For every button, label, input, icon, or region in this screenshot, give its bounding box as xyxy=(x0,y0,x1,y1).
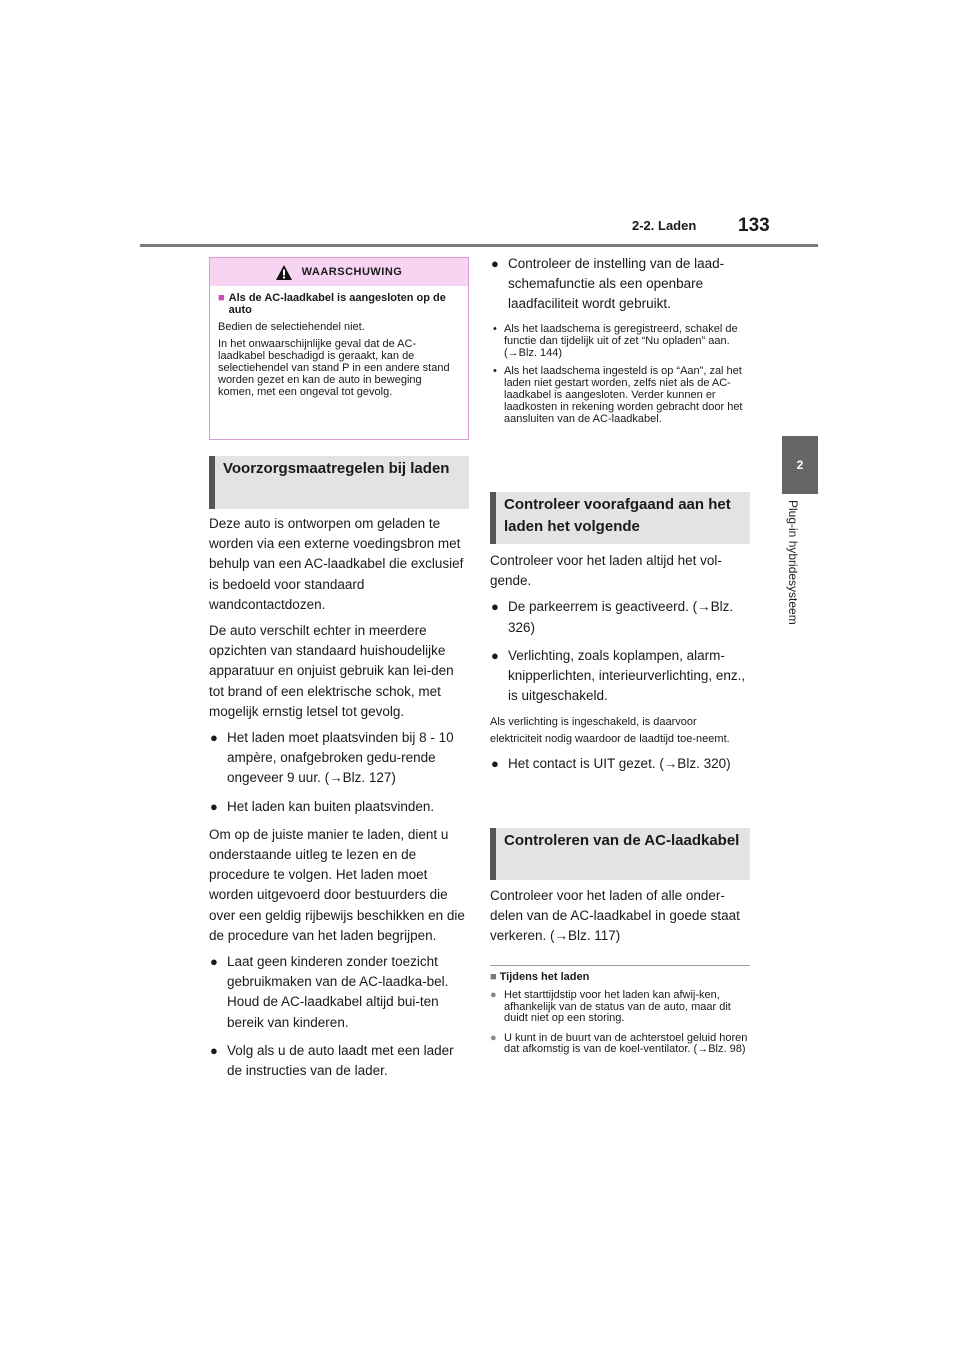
small-bullet-icon: • xyxy=(493,322,497,335)
section-heading-cable: Controleren van de AC-laadkabel xyxy=(490,828,750,880)
section-heading-check-before: Controleer voorafgaand aan het laden het volgende xyxy=(490,492,750,544)
paragraph: Om op de juiste manier te laden, dient u onderstaande uitleg te lezen en de procedure te volgen. Het laden moet worden uitgevoerd door bestuurders die over een geldig rijbewijs beschikken en die de procedure van het laden begrijpen. xyxy=(209,826,465,943)
bullet-icon: ● xyxy=(210,798,218,814)
right-column-tijdens xyxy=(490,971,750,1064)
subsection-title-text: Tijdens het laden xyxy=(499,971,590,983)
chapter-number: 2 xyxy=(796,458,804,472)
divider xyxy=(490,965,750,966)
square-bullet-icon: ■ xyxy=(490,971,497,983)
list-item xyxy=(490,646,750,707)
list-item-text: Controleer de instelling van de laad-schemafunctie als een openbare laadfaciliteit wordt gebruikt. xyxy=(508,256,725,312)
paragraph: Controleer voor het laden altijd het vol-gende. xyxy=(490,553,722,589)
list-item xyxy=(490,597,750,637)
warning-text-1: Bedien de selectiehendel niet. xyxy=(218,321,365,333)
bullet-icon: ● xyxy=(491,256,499,271)
warning-body xyxy=(210,286,468,398)
list-item xyxy=(209,952,469,1033)
square-bullet-icon: ■ xyxy=(218,292,225,304)
list-item xyxy=(490,254,750,315)
bullet-icon: ● xyxy=(210,730,218,746)
section-heading-precautions: Voorzorgsmaatregelen bij laden xyxy=(209,456,469,509)
chapter-label xyxy=(786,500,816,650)
list-item-text: De parkeerrem is geactiveerd. (→Blz. 326) xyxy=(508,599,734,635)
bullet-icon: ● xyxy=(491,599,499,615)
section-title: 2-2. Laden xyxy=(632,218,697,233)
header-divider xyxy=(140,244,818,247)
paragraph: Controleer voor het laden of alle onder-delen van de AC-laadkabel in goede staat verkeren. (→Blz. 117) xyxy=(490,888,740,944)
paragraph: Deze auto is ontworpen om geladen te worden via een externe voedingsbron met behulp van een AC-laadkabel die exclusief is bedoeld voor standaard wandcontactdozen. xyxy=(209,516,464,612)
warning-title: WAARSCHUWING xyxy=(301,266,403,278)
bullet-icon: ● xyxy=(491,756,499,772)
list-item-text: Het laden moet plaatsvinden bij 8 - 10 ampère, onafgebroken gedu-rende ongeveer 9 uur. (→Blz. 127) xyxy=(227,730,454,786)
list-item-text: Volg als u de auto laadt met een lader de instructies van de lader. xyxy=(227,1042,454,1079)
note-text: Als verlichting is ingeschakeld, is daarvoor elektriciteit nodig waardoor de laadtijd toe-neemt. xyxy=(490,716,730,746)
paragraph: De auto verschilt echter in meerdere opzichten van standaard huishoudelijke apparatuur en onjuist gebruik kan lei-den tot brand of een elektrische schok, met mogelijk ernstig letsel tot gevolg. xyxy=(209,623,454,719)
warning-triangle-icon xyxy=(276,265,292,280)
chapter-label-text: Plug-in hybridesysteem xyxy=(786,500,800,625)
warning-subtitle: Als de AC-laadkabel is aangesloten op de auto xyxy=(228,292,446,316)
list-item-text: Het starttijdstip voor het laden kan afwij-ken, afhankelijk van de status van de auto, maar dit duidt niet op een storing. xyxy=(504,989,731,1024)
left-column xyxy=(209,514,469,1089)
chapter-tab xyxy=(782,436,818,494)
sub-list-item-text: Als het laadschema is geregistreerd, schakel de functie dan tijdelijk uit of zet “Nu opladen” aan. (→Blz. 144) xyxy=(504,322,738,359)
bullet-icon: ● xyxy=(490,989,497,1001)
list-item-text: Laat geen kinderen zonder toezicht gebruikmaken van de AC-laadka-bel. Houd de AC-laadkabel altijd bui-ten bereik van kinderen. xyxy=(227,954,449,1030)
warning-text-2: In het onwaarschijnlijke geval dat de AC-laadkabel beschadigd is geraakt, kan de selectiehendel van stand P in een andere stand worden gezet en kan de auto in beweging komen, met een ongeval tot gevolg. xyxy=(218,338,450,398)
bullet-icon: ● xyxy=(210,1042,218,1058)
page-number: 133 xyxy=(738,215,770,236)
list-item xyxy=(490,754,750,774)
right-column-top xyxy=(490,254,750,431)
list-item-text: Het laden kan buiten plaatsvinden. xyxy=(227,798,435,814)
list-item xyxy=(209,797,469,817)
list-item-text: Het contact is UIT gezet. (→Blz. 320) xyxy=(508,756,731,772)
list-item xyxy=(490,990,750,1025)
bullet-icon: ● xyxy=(491,647,499,663)
small-bullet-icon: • xyxy=(493,364,497,377)
right-column-cable xyxy=(490,886,750,953)
list-item-text: Verlichting, zoals koplampen, alarm-knipperlichten, interieurverlichting, enz., is uitgeschakeld. xyxy=(508,647,746,704)
bullet-icon: ● xyxy=(210,954,218,970)
warning-box xyxy=(209,257,469,440)
right-column-check xyxy=(490,551,750,783)
subsection-title xyxy=(490,971,750,983)
list-item-text: U kunt in de buurt van de achterstoel geluid horen dat afkomstig is van de koel-ventilator. (→Blz. 98) xyxy=(504,1031,748,1055)
sub-list-item xyxy=(490,323,750,359)
list-item xyxy=(490,1033,750,1056)
list-item xyxy=(209,728,469,789)
warning-header xyxy=(210,258,468,286)
sub-list-item xyxy=(490,365,750,425)
list-item xyxy=(209,1041,469,1081)
sub-list-item-text: Als het laadschema ingesteld is op “Aan”, zal het laden niet gestart worden, zelfs niet als de AC-laadkabel is aangesloten. Verder kunnen er laadkosten in rekening worden gebracht door het aansluiten van de AC-laadkabel. xyxy=(504,364,743,425)
bullet-icon: ● xyxy=(490,1031,497,1044)
